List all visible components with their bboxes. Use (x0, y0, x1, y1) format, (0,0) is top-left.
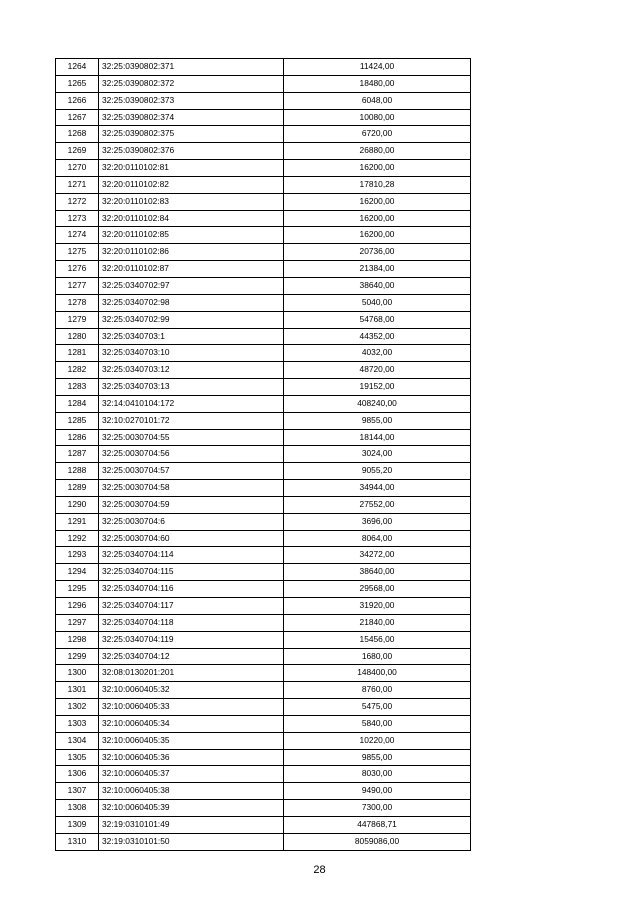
table-row (56, 715, 471, 732)
value-cell: 5475,00 (284, 699, 471, 716)
value-cell: 9490,00 (284, 783, 471, 800)
table-row (56, 126, 471, 143)
cadastral-number-cell: 32:25:0340702:98 (99, 294, 284, 311)
row-number-cell: 1295 (56, 581, 99, 598)
row-number-cell: 1272 (56, 193, 99, 210)
cadastral-number-cell: 32:25:0340703:13 (99, 379, 284, 396)
value-cell: 5040,00 (284, 294, 471, 311)
value-cell: 4032,00 (284, 345, 471, 362)
value-cell: 27552,00 (284, 496, 471, 513)
value-cell: 15456,00 (284, 631, 471, 648)
value-cell: 19152,00 (284, 379, 471, 396)
row-number-cell: 1269 (56, 143, 99, 160)
cadastral-number-cell: 32:20:0110102:87 (99, 261, 284, 278)
row-number-cell: 1310 (56, 833, 99, 850)
cadastral-number-cell: 32:25:0390802:371 (99, 59, 284, 76)
row-number-cell: 1293 (56, 547, 99, 564)
row-number-cell: 1286 (56, 429, 99, 446)
table-row (56, 277, 471, 294)
table-row (56, 59, 471, 76)
table-row (56, 766, 471, 783)
row-number-cell: 1275 (56, 244, 99, 261)
table-row (56, 328, 471, 345)
table-row (56, 783, 471, 800)
table-row (56, 480, 471, 497)
value-cell: 21384,00 (284, 261, 471, 278)
table-row (56, 682, 471, 699)
row-number-cell: 1288 (56, 463, 99, 480)
cadastral-number-cell: 32:10:0270101:72 (99, 412, 284, 429)
value-cell: 9855,00 (284, 412, 471, 429)
table-row (56, 581, 471, 598)
row-number-cell: 1264 (56, 59, 99, 76)
value-cell: 8030,00 (284, 766, 471, 783)
value-cell: 54768,00 (284, 311, 471, 328)
row-number-cell: 1271 (56, 176, 99, 193)
cadastral-number-cell: 32:10:0060405:36 (99, 749, 284, 766)
cadastral-number-cell: 32:19:0310101:50 (99, 833, 284, 850)
cadastral-number-cell: 32:25:0340704:12 (99, 648, 284, 665)
table-row (56, 412, 471, 429)
value-cell: 9855,00 (284, 749, 471, 766)
value-cell: 31920,00 (284, 598, 471, 615)
row-number-cell: 1305 (56, 749, 99, 766)
cadastral-number-cell: 32:25:0030704:59 (99, 496, 284, 513)
value-cell: 408240,00 (284, 395, 471, 412)
value-cell: 34272,00 (284, 547, 471, 564)
cadastral-number-cell: 32:25:0340702:97 (99, 277, 284, 294)
value-cell: 3696,00 (284, 513, 471, 530)
table-row (56, 833, 471, 850)
cadastral-number-cell: 32:25:0390802:372 (99, 75, 284, 92)
value-cell: 26880,00 (284, 143, 471, 160)
value-cell: 48720,00 (284, 362, 471, 379)
value-cell: 18144,00 (284, 429, 471, 446)
row-number-cell: 1279 (56, 311, 99, 328)
cadastral-number-cell: 32:20:0110102:85 (99, 227, 284, 244)
table-row (56, 143, 471, 160)
row-number-cell: 1273 (56, 210, 99, 227)
value-cell: 8064,00 (284, 530, 471, 547)
table-row (56, 614, 471, 631)
cadastral-number-cell: 32:25:0340702:99 (99, 311, 284, 328)
value-cell: 6720,00 (284, 126, 471, 143)
table-row (56, 547, 471, 564)
row-number-cell: 1290 (56, 496, 99, 513)
cadastral-number-cell: 32:25:0340704:114 (99, 547, 284, 564)
table-row (56, 446, 471, 463)
cadastral-number-cell: 32:25:0340703:12 (99, 362, 284, 379)
row-number-cell: 1294 (56, 564, 99, 581)
cadastral-number-cell: 32:10:0060405:32 (99, 682, 284, 699)
row-number-cell: 1309 (56, 816, 99, 833)
row-number-cell: 1299 (56, 648, 99, 665)
cadastral-number-cell: 32:25:0030704:57 (99, 463, 284, 480)
table-row (56, 345, 471, 362)
table-row (56, 732, 471, 749)
cadastral-number-cell: 32:25:0030704:6 (99, 513, 284, 530)
cadastral-number-cell: 32:20:0110102:84 (99, 210, 284, 227)
table-row (56, 816, 471, 833)
cadastral-number-cell: 32:25:0340704:115 (99, 564, 284, 581)
value-cell: 11424,00 (284, 59, 471, 76)
row-number-cell: 1302 (56, 699, 99, 716)
value-cell: 17810,28 (284, 176, 471, 193)
cadastral-number-cell: 32:25:0030704:56 (99, 446, 284, 463)
cadastral-number-cell: 32:20:0110102:86 (99, 244, 284, 261)
row-number-cell: 1307 (56, 783, 99, 800)
cadastral-number-cell: 32:25:0390802:373 (99, 92, 284, 109)
value-cell: 5840,00 (284, 715, 471, 732)
value-cell: 10080,00 (284, 109, 471, 126)
table-row (56, 530, 471, 547)
cadastral-number-cell: 32:20:0110102:83 (99, 193, 284, 210)
value-cell: 8760,00 (284, 682, 471, 699)
value-cell: 8059086,00 (284, 833, 471, 850)
table-row (56, 193, 471, 210)
value-cell: 16200,00 (284, 210, 471, 227)
table-row (56, 749, 471, 766)
cadastral-number-cell: 32:14:0410104:172 (99, 395, 284, 412)
row-number-cell: 1274 (56, 227, 99, 244)
value-cell: 34944,00 (284, 480, 471, 497)
value-cell: 16200,00 (284, 160, 471, 177)
row-number-cell: 1304 (56, 732, 99, 749)
cadastral-number-cell: 32:25:0390802:375 (99, 126, 284, 143)
table-row (56, 294, 471, 311)
cadastral-number-cell: 32:25:0390802:374 (99, 109, 284, 126)
table-row (56, 210, 471, 227)
table-row (56, 362, 471, 379)
table-row (56, 800, 471, 817)
table-row (56, 429, 471, 446)
cadastral-number-cell: 32:25:0030704:60 (99, 530, 284, 547)
value-cell: 16200,00 (284, 227, 471, 244)
value-cell: 6048,00 (284, 92, 471, 109)
value-cell: 38640,00 (284, 277, 471, 294)
row-number-cell: 1296 (56, 598, 99, 615)
cadastral-number-cell: 32:25:0340703:10 (99, 345, 284, 362)
table-row (56, 311, 471, 328)
row-number-cell: 1278 (56, 294, 99, 311)
table-row (56, 564, 471, 581)
row-number-cell: 1284 (56, 395, 99, 412)
table-row (56, 92, 471, 109)
cadastral-number-cell: 32:10:0060405:38 (99, 783, 284, 800)
row-number-cell: 1292 (56, 530, 99, 547)
value-cell: 3024,00 (284, 446, 471, 463)
row-number-cell: 1298 (56, 631, 99, 648)
row-number-cell: 1301 (56, 682, 99, 699)
table-row (56, 631, 471, 648)
row-number-cell: 1291 (56, 513, 99, 530)
cadastral-number-cell: 32:20:0110102:82 (99, 176, 284, 193)
table-row (56, 648, 471, 665)
value-cell: 7300,00 (284, 800, 471, 817)
value-cell: 148400,00 (284, 665, 471, 682)
cadastral-number-cell: 32:25:0340703:1 (99, 328, 284, 345)
row-number-cell: 1287 (56, 446, 99, 463)
cadastral-number-cell: 32:10:0060405:34 (99, 715, 284, 732)
cadastral-number-cell: 32:08:0130201:201 (99, 665, 284, 682)
row-number-cell: 1303 (56, 715, 99, 732)
row-number-cell: 1267 (56, 109, 99, 126)
value-cell: 44352,00 (284, 328, 471, 345)
page-number: 28 (313, 864, 326, 876)
row-number-cell: 1265 (56, 75, 99, 92)
cadastral-number-cell: 32:10:0060405:35 (99, 732, 284, 749)
table-row (56, 513, 471, 530)
row-number-cell: 1266 (56, 92, 99, 109)
registry-table-body (56, 59, 471, 851)
cadastral-number-cell: 32:10:0060405:33 (99, 699, 284, 716)
cadastral-number-cell: 32:25:0030704:55 (99, 429, 284, 446)
table-row (56, 395, 471, 412)
value-cell: 38640,00 (284, 564, 471, 581)
cadastral-number-cell: 32:19:0310101:49 (99, 816, 284, 833)
row-number-cell: 1277 (56, 277, 99, 294)
cadastral-number-cell: 32:25:0340704:117 (99, 598, 284, 615)
row-number-cell: 1282 (56, 362, 99, 379)
table-row (56, 176, 471, 193)
table-row (56, 109, 471, 126)
value-cell: 29568,00 (284, 581, 471, 598)
cadastral-number-cell: 32:25:0390802:376 (99, 143, 284, 160)
cadastral-number-cell: 32:25:0030704:58 (99, 480, 284, 497)
value-cell: 10220,00 (284, 732, 471, 749)
row-number-cell: 1289 (56, 480, 99, 497)
cadastral-number-cell: 32:25:0340704:118 (99, 614, 284, 631)
table-row (56, 598, 471, 615)
row-number-cell: 1306 (56, 766, 99, 783)
table-row (56, 227, 471, 244)
table-row (56, 75, 471, 92)
table-row (56, 244, 471, 261)
value-cell: 1680,00 (284, 648, 471, 665)
cadastral-number-cell: 32:10:0060405:39 (99, 800, 284, 817)
table-row (56, 463, 471, 480)
value-cell: 20736,00 (284, 244, 471, 261)
row-number-cell: 1285 (56, 412, 99, 429)
cadastral-number-cell: 32:25:0340704:119 (99, 631, 284, 648)
row-number-cell: 1270 (56, 160, 99, 177)
row-number-cell: 1281 (56, 345, 99, 362)
value-cell: 18480,00 (284, 75, 471, 92)
table-row (56, 699, 471, 716)
table-row (56, 261, 471, 278)
row-number-cell: 1283 (56, 379, 99, 396)
value-cell: 21840,00 (284, 614, 471, 631)
row-number-cell: 1308 (56, 800, 99, 817)
value-cell: 447868,71 (284, 816, 471, 833)
table-row (56, 379, 471, 396)
row-number-cell: 1280 (56, 328, 99, 345)
cadastral-number-cell: 32:10:0060405:37 (99, 766, 284, 783)
row-number-cell: 1276 (56, 261, 99, 278)
row-number-cell: 1300 (56, 665, 99, 682)
row-number-cell: 1268 (56, 126, 99, 143)
cadastral-number-cell: 32:25:0340704:116 (99, 581, 284, 598)
table-row (56, 665, 471, 682)
row-number-cell: 1297 (56, 614, 99, 631)
value-cell: 9055,20 (284, 463, 471, 480)
table-row (56, 496, 471, 513)
cadastral-number-cell: 32:20:0110102:81 (99, 160, 284, 177)
registry-table (55, 58, 471, 851)
value-cell: 16200,00 (284, 193, 471, 210)
table-row (56, 160, 471, 177)
